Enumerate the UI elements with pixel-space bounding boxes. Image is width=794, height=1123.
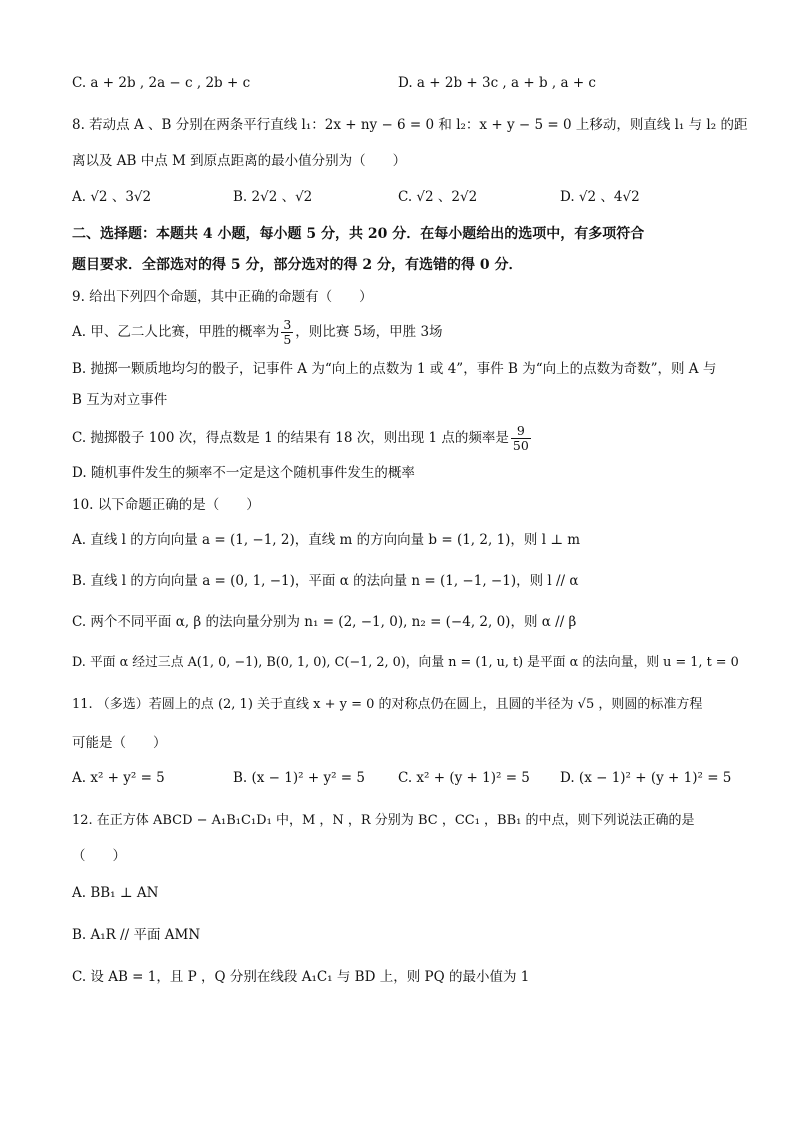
q10-option-a: A. 直线 l 的方向向量 a = (1, −1, 2)，直线 m 的方向向量 b = (1, 2, 1)，则 l ⊥ m	[72, 532, 581, 548]
q9-stem: 9. 给出下列四个命题，其中正确的命题有（ ）	[72, 289, 373, 305]
q8-option-a: A. √2 、3√2	[72, 189, 152, 205]
q9-option-a-text: A. 甲、乙二人比赛，甲胜的概率为	[72, 324, 280, 340]
q10-option-c: C. 两个不同平面 α, β 的法向量分别为 n₁ = (2, −1, 0), n₂ = (−4, 2, 0)，则 α // β	[72, 614, 577, 630]
section2-header-line2: 题目要求．全部选对的得 5 分，部分选对的得 2 分，有选错的得 0 分．	[72, 257, 523, 273]
q9-option-a-text-end: ，则比赛 5场，甲胜 3场	[295, 324, 443, 340]
q8-option-b: B. 2√2 、√2	[233, 189, 313, 205]
q12-option-c: C. 设 AB = 1，且 P ，Q 分别在线段 A₁C₁ 与 BD 上，则 PQ 的最小值为 1	[72, 969, 530, 985]
q9-option-d: D. 随机事件发生的频率不一定是这个随机事件发生的概率	[72, 465, 415, 481]
q9-option-c	[72, 424, 732, 453]
q9-option-a	[72, 318, 732, 347]
q8-option-c: C. √2 、2√2	[398, 189, 478, 205]
q10-option-b: B. 直线 l 的方向向量 a = (0, 1, −1)，平面 α 的法向量 n = (1, −1, −1)，则 l // α	[72, 573, 579, 589]
q10-option-d: D. 平面 α 经过三点 A(1, 0, −1), B(0, 1, 0), C(−1, 2, 0)，向量 n = (1, u, t) 是平面 α 的法向量，则 u = 1, t = 0	[72, 655, 739, 670]
q11-option-d: D. (x − 1)² + (y + 1)² = 5	[560, 770, 732, 786]
fraction-denominator: 50	[512, 438, 529, 453]
section2-header-line1: 二、选择题：本题共 4 小题，每小题 5 分，共 20 分．在每小题给出的选项中，有多项符合	[72, 226, 645, 242]
fraction-numerator: 9	[511, 424, 531, 439]
q9-option-c-text: C. 抛掷骰子 100 次，得点数是 1 的结果有 18 次，则出现 1 点的频率是	[72, 430, 509, 446]
q9-option-b-line2: B 互为对立事件	[72, 392, 168, 408]
q9-option-a-fraction	[281, 318, 293, 347]
q9-option-b-line1: B. 抛掷一颗质地均匀的骰子，记事件 A 为“向上的点数为 1 或 4”，事件 B 为“向上的点数为奇数”，则 A 与	[72, 361, 717, 377]
q11-option-b: B. (x − 1)² + y² = 5	[233, 770, 365, 786]
q8-option-d: D. √2 、4√2	[560, 189, 640, 205]
q12-stem-line2: （ ）	[72, 848, 126, 864]
q11-option-a: A. x² + y² = 5	[72, 770, 165, 786]
q10-stem: 10. 以下命题正确的是（ ）	[72, 497, 260, 513]
q11-option-c: C. x² + (y + 1)² = 5	[398, 770, 530, 786]
q7-option-d: D. a + 2b + 3c , a + b , a + c	[398, 75, 596, 91]
q12-stem-line1: 12. 在正方体 ABCD − A₁B₁C₁D₁ 中，M ，N ，R 分别为 BC ，CC₁ ，BB₁ 的中点，则下列说法正确的是	[72, 813, 695, 828]
q8-stem-line1: 8. 若动点 A 、B 分别在两条平行直线 l₁：2x + ny − 6 = 0 和 l₂：x + y − 5 = 0 上移动，则直线 l₁ 与 l₂ 的距	[72, 117, 748, 133]
fraction-numerator: 3	[283, 317, 292, 332]
q11-stem-line2: 可能是（ ）	[72, 735, 167, 751]
q7-option-c: C. a + 2b , 2a − c , 2b + c	[72, 75, 251, 91]
q8-stem-line2: 离以及 AB 中点 M 到原点距离的最小值分别为（ ）	[72, 153, 407, 169]
q11-stem-line1: 11. （多选）若圆上的点 (2, 1) 关于直线 x + y = 0 的对称点仍在圆上，且圆的半径为 √5 ，则圆的标准方程	[72, 697, 703, 712]
q12-option-b: B. A₁R // 平面 AMN	[72, 927, 201, 943]
q12-option-a: A. BB₁ ⊥ AN	[72, 885, 159, 901]
fraction-denominator: 5	[283, 332, 292, 347]
q9-option-c-fraction	[511, 424, 531, 453]
